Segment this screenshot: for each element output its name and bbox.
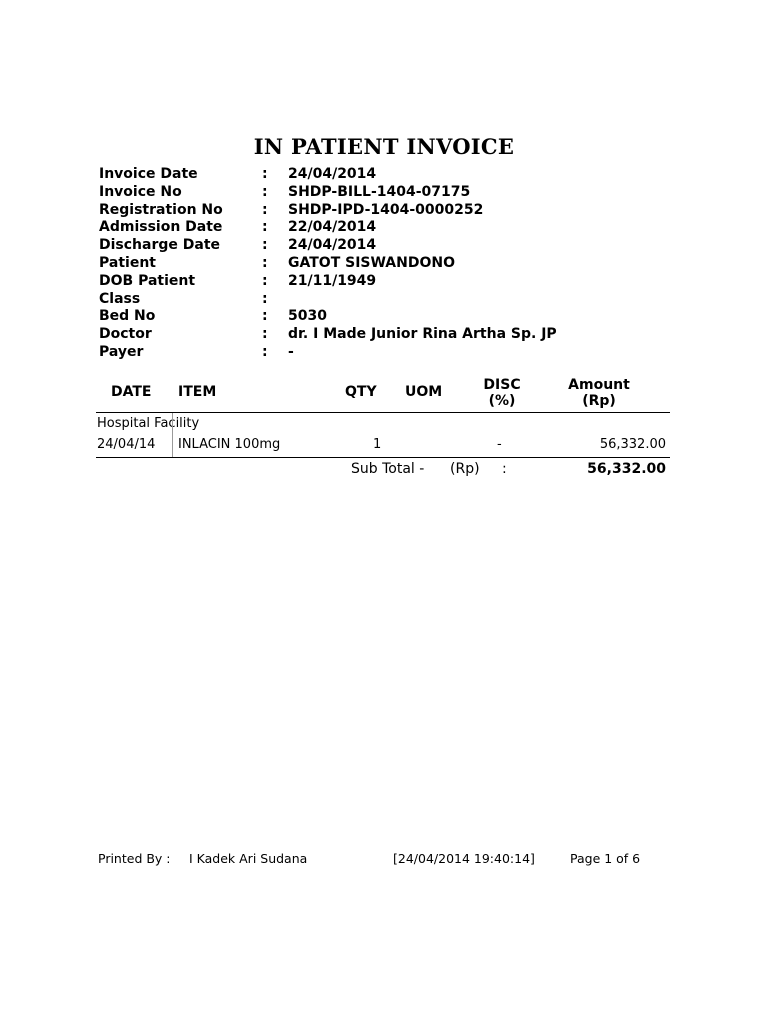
- info-colon: :: [262, 219, 268, 236]
- info-value: 24/04/2014: [288, 166, 377, 182]
- group-label: Hospital Facility: [97, 416, 200, 431]
- column-header-amount-label: Amount: [568, 377, 630, 393]
- info-colon: :: [262, 326, 268, 343]
- info-label: Invoice No: [99, 183, 182, 200]
- footer-timestamp: [24/04/2014 19:40:14]: [393, 851, 535, 866]
- subtotal-unit: (Rp): [450, 461, 480, 477]
- info-value: GATOT SISWANDONO: [288, 254, 455, 271]
- column-header-uom: UOM: [405, 384, 443, 400]
- info-value: 21/11/1949: [288, 272, 377, 289]
- info-label: Bed No: [99, 308, 156, 325]
- info-colon: :: [262, 237, 268, 254]
- row-date: 24/04/14: [97, 437, 156, 452]
- row-amount: 56,332.00: [599, 437, 666, 452]
- info-colon: :: [262, 166, 268, 182]
- info-colon: :: [262, 308, 268, 325]
- info-colon: :: [262, 343, 268, 360]
- column-header-disc-label: DISC: [483, 377, 521, 393]
- info-label: Discharge Date: [99, 237, 221, 254]
- info-label: Invoice Date: [99, 166, 198, 182]
- column-header-disc-unit: (%): [488, 393, 516, 409]
- header-divider: [96, 412, 670, 413]
- info-value: SHDP-IPD-1404-0000252: [288, 201, 484, 218]
- info-colon: :: [262, 183, 268, 200]
- info-value: -: [288, 343, 294, 360]
- info-label: Doctor: [99, 326, 152, 343]
- footer-printed-by: I Kadek Ari Sudana: [189, 851, 308, 866]
- info-label: Payer: [99, 343, 144, 360]
- row-qty: 1: [373, 437, 382, 452]
- column-header-amount: [558, 377, 640, 409]
- info-value: SHDP-BILL-1404-07175: [288, 183, 471, 200]
- subtotal-label: Sub Total -: [351, 461, 425, 477]
- info-value: 24/04/2014: [288, 237, 377, 254]
- column-header-amount-unit: (Rp): [582, 393, 616, 409]
- subtotal-value: 56,332.00: [587, 461, 666, 477]
- info-colon: :: [262, 272, 268, 289]
- info-colon: :: [262, 254, 268, 271]
- info-label: Patient: [99, 254, 156, 271]
- column-header-item: ITEM: [178, 384, 217, 400]
- column-header-disc: [472, 377, 532, 409]
- info-label: Registration No: [99, 201, 223, 218]
- column-header-qty: QTY: [345, 384, 377, 400]
- subtotal-divider: [96, 457, 670, 458]
- footer-page-number: Page 1 of 6: [570, 851, 641, 866]
- info-label: Admission Date: [99, 219, 223, 236]
- row-disc: -: [497, 437, 502, 452]
- row-item: INLACIN 100mg: [178, 437, 281, 452]
- info-label: DOB Patient: [99, 272, 196, 289]
- info-colon: :: [262, 201, 268, 218]
- info-label: Class: [99, 290, 141, 307]
- info-colon: :: [262, 290, 268, 307]
- invoice-title: IN PATIENT INVOICE: [253, 134, 515, 159]
- info-value: dr. I Made Junior Rina Artha Sp. JP: [288, 326, 557, 343]
- subtotal-colon: :: [502, 461, 507, 477]
- column-divider: [172, 413, 173, 457]
- info-value: 5030: [288, 308, 327, 325]
- info-value: 22/04/2014: [288, 219, 377, 236]
- column-header-date: DATE: [111, 384, 152, 400]
- footer-printed-by-label: Printed By :: [98, 851, 171, 866]
